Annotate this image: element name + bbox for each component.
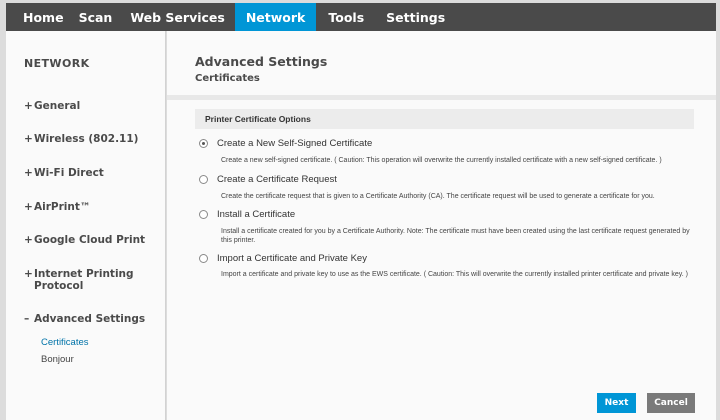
tab-network[interactable]: Network [235,3,317,31]
page-subtitle: Certificates [195,73,260,84]
expand-icon: + [24,100,33,112]
expand-icon: + [24,133,33,145]
cancel-button[interactable]: Cancel [647,393,695,413]
sidebar-item-label: AirPrint™ [34,201,91,213]
sidebar-item-general[interactable] [24,100,159,112]
sidebar-subitem-bonjour[interactable]: Bonjour [41,354,74,365]
option-label-install-certificate[interactable]: Install a Certificate [217,209,296,220]
option-label-self-signed[interactable]: Create a New Self-Signed Certificate [217,138,373,149]
tab-settings[interactable]: Settings [386,9,446,25]
sidebar-item-label: Advanced Settings [34,313,146,325]
next-button[interactable]: Next [597,393,636,413]
sidebar [6,31,166,420]
tab-home[interactable]: Home [23,9,64,25]
option-label-certificate-request[interactable]: Create a Certificate Request [217,174,337,185]
radio-self-signed[interactable] [199,139,208,148]
sidebar-item-airprint[interactable] [24,201,159,213]
option-description-self-signed: Create a new self-signed certificate. ( Caution: This operation will overwrite the currently installed certificate with a new self-signed certificate. ) [221,157,662,164]
expand-icon: + [24,201,33,213]
sidebar-item-wireless[interactable] [24,133,159,145]
sidebar-item-label: General [34,100,81,112]
option-label-import-certificate[interactable]: Import a Certificate and Private Key [217,253,367,264]
expand-icon: + [24,167,33,179]
radio-import-certificate[interactable] [199,254,208,263]
main-content [167,31,716,420]
option-description-certificate-request: Create the certificate request that is given to a Certificate Authority (CA). The certificate request will be used to generate a certificate for you. [221,193,655,200]
expand-icon: + [24,268,33,280]
option-description-install-certificate: Install a certificate created for you by a Certificate Authority. Note: The certificate must have been created using the last certificate request generated by this printer. [221,228,690,244]
section-header [195,109,694,129]
option-description-import-certificate: Import a certificate and private key to use as the EWS certificate. ( Caution: This will overwrite the currently installed printer certificate and private key. ) [221,271,688,278]
sidebar-item-internet-printing-protocol[interactable] [24,268,159,292]
tab-web-services[interactable]: Web Services [130,9,225,25]
sidebar-item-wifi-direct[interactable] [24,167,159,179]
sidebar-title: NETWORK [24,57,90,70]
radio-install-certificate[interactable] [199,210,208,219]
top-navigation-bar [6,3,716,31]
radio-certificate-request[interactable] [199,175,208,184]
sidebar-item-label: Internet Printing Protocol [34,268,134,292]
sidebar-item-label: Google Cloud Print [34,234,146,246]
sidebar-item-google-cloud-print[interactable] [24,234,159,246]
sidebar-item-label: Wi-Fi Direct [34,167,104,179]
section-title: Printer Certificate Options [205,114,311,124]
expand-icon: + [24,234,33,246]
tab-tools[interactable]: Tools [328,9,365,25]
sidebar-item-label: Wireless (802.11) [34,133,139,145]
section-divider [167,95,716,100]
sidebar-subitem-certificates[interactable]: Certificates [41,337,89,348]
tab-scan[interactable]: Scan [78,9,113,25]
sidebar-item-advanced-settings[interactable] [24,313,159,325]
collapse-icon: – [24,313,30,325]
page-title: Advanced Settings [195,54,328,69]
